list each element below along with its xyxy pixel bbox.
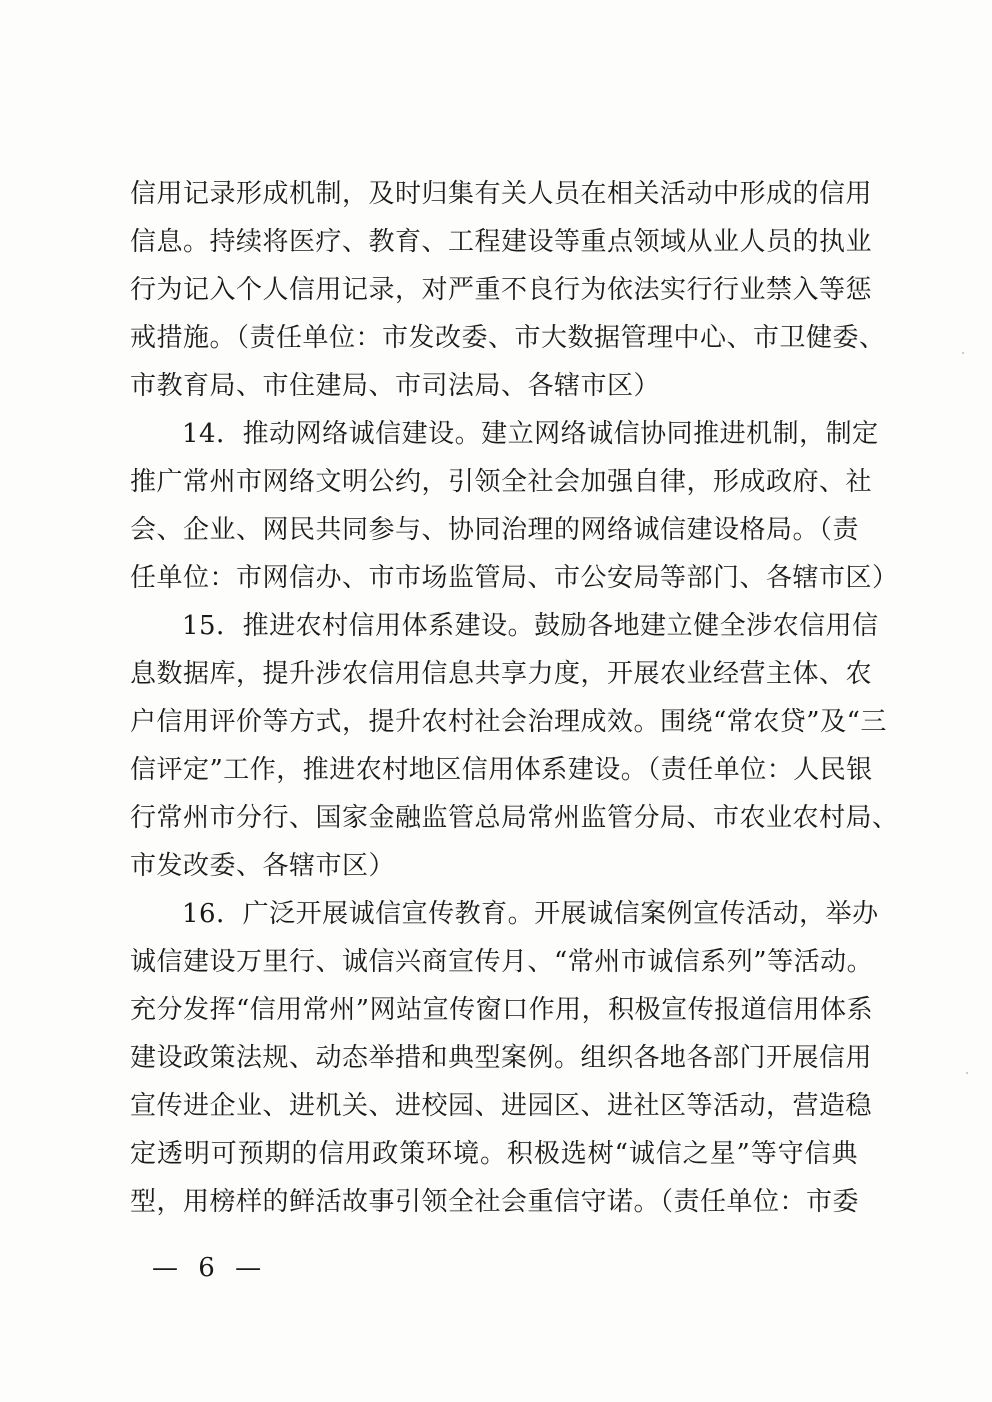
body-line: 宣传进企业、进机关、进校园、进园区、进社区等活动，营造稳 xyxy=(130,1091,873,1121)
scan-speck xyxy=(966,1072,968,1074)
body-line: 息数据库，提升涉农信用信息共享力度，开展农业经营主体、农 xyxy=(130,659,873,689)
body-line: 诚信建设万里行、诚信兴商宣传月、“常州市诚信系列”等活动。 xyxy=(130,947,874,977)
body-line: 任单位：市网信办、市市场监管局、市公安局等部门、各辖市区） xyxy=(130,563,899,593)
body-line: 信评定”工作，推进农村地区信用体系建设。（责任单位：人民银 xyxy=(130,755,873,785)
body-line: 建设政策法规、动态举措和典型案例。组织各地各部门开展信用 xyxy=(130,1043,873,1073)
body-line: 行为记入个人信用记录，对严重不良行为依法实行行业禁入等惩 xyxy=(130,275,873,305)
body-line: 充分发挥“信用常州”网站宣传窗口作用，积极宣传报道信用体系 xyxy=(130,995,874,1025)
body-line: 定透明可预期的信用政策环境。积极选树“诚信之星”等守信典 xyxy=(130,1139,858,1169)
scan-speck xyxy=(962,352,964,354)
body-line: 行常州市分行、国家金融监管总局常州监管分局、市农业农村局、 xyxy=(130,803,899,833)
body-line: 市发改委、各辖市区） xyxy=(130,851,396,881)
document-body xyxy=(130,170,899,1226)
page-number: — 6 — xyxy=(152,1253,268,1283)
body-line: 推广常州市网络文明公约，引领全社会加强自律，形成政府、社 xyxy=(130,467,873,497)
body-line: 会、企业、网民共同参与、协同治理的网络诚信建设格局。（责 xyxy=(130,515,860,545)
body-line: 戒措施。（责任单位：市发改委、市大数据管理中心、市卫健委、 xyxy=(130,323,886,353)
paragraph-16-heading-line: 16．广泛开展诚信宣传教育。开展诚信案例宣传活动，举办 xyxy=(182,899,879,929)
paragraph-15-heading-line: 15．推进农村信用体系建设。鼓励各地建立健全涉农信用信 xyxy=(182,611,879,641)
body-line: 市教育局、市住建局、市司法局、各辖市区） xyxy=(130,371,661,401)
body-line: 型，用榜样的鲜活故事引领全社会重信守诺。（责任单位：市委 xyxy=(130,1187,860,1217)
paragraph-14-heading-line: 14．推动网络诚信建设。建立网络诚信协同推进机制，制定 xyxy=(182,419,879,449)
body-line: 户信用评价等方式，提升农村社会治理成效。围绕“常农贷”及“三 xyxy=(130,707,887,737)
body-line: 信息。持续将医疗、教育、工程建设等重点领域从业人员的执业 xyxy=(130,227,873,257)
body-line: 信用记录形成机制，及时归集有关人员在相关活动中形成的信用 xyxy=(130,179,873,209)
